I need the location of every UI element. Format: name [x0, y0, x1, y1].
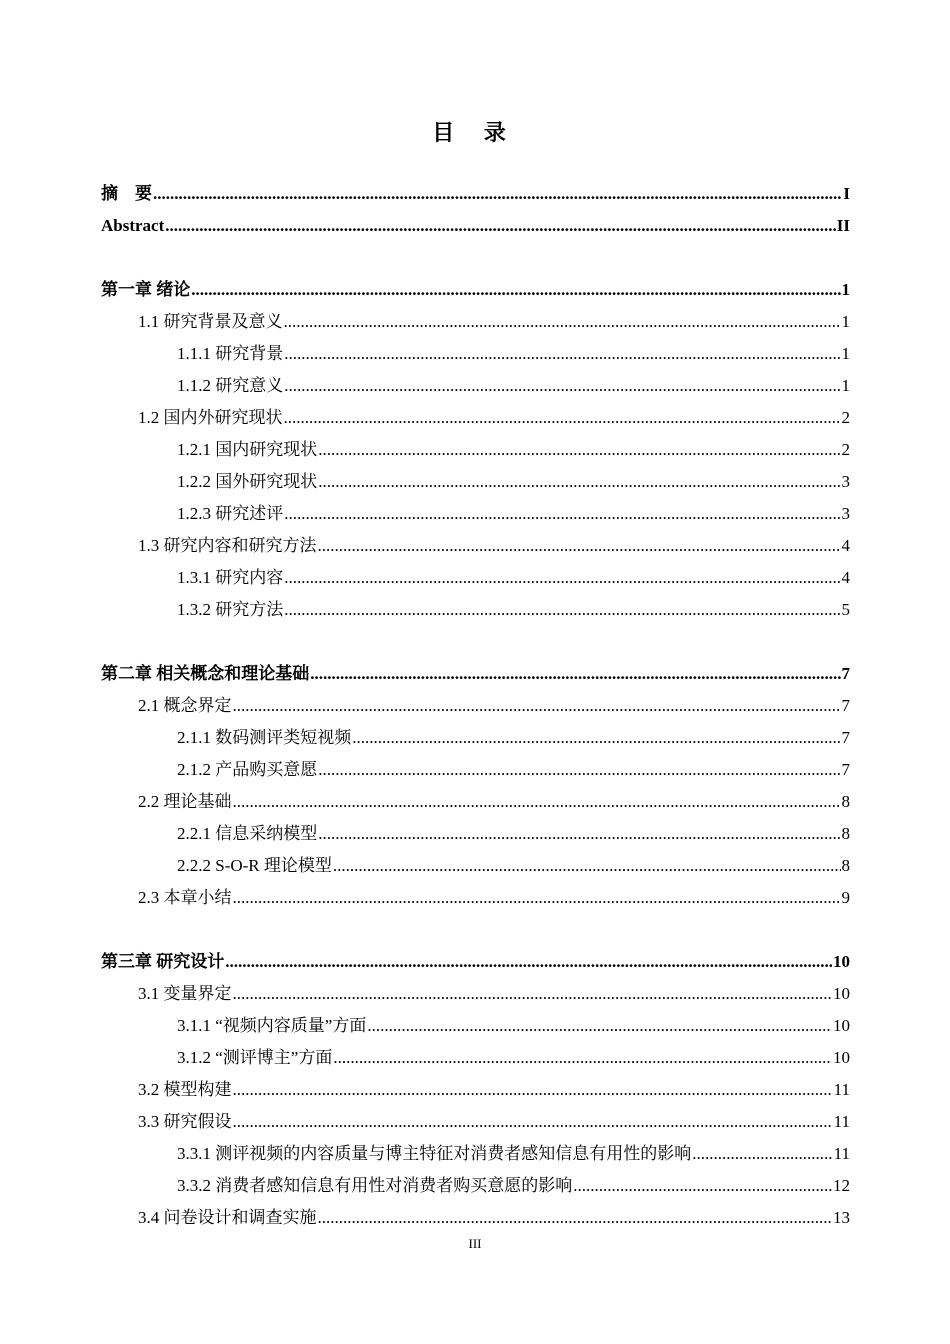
toc-entry-title: 3.3 研究假设	[138, 1112, 232, 1131]
toc-entry[interactable]	[101, 364, 850, 396]
toc-leader-dots	[233, 984, 833, 1004]
toc-entry-page: 10	[833, 1048, 850, 1067]
toc-entry-title: 1.3.1 研究内容	[177, 568, 284, 587]
toc-entry-page: 11	[833, 1112, 850, 1131]
toc-entry-title: 2.2.2 S-O-R 理论模型	[177, 856, 332, 875]
toc-leader-dots	[367, 1016, 832, 1036]
toc-leader-dots	[284, 600, 840, 620]
toc-entry-page: 1	[841, 344, 850, 363]
toc-entry[interactable]	[101, 588, 850, 620]
toc-entry-page: 2	[841, 440, 850, 459]
toc-entry-title: 1.2 国内外研究现状	[138, 408, 283, 427]
toc-entry-title: 摘 要	[101, 184, 152, 203]
toc-entry-page: 11	[833, 1144, 850, 1163]
toc-leader-dots	[284, 408, 841, 428]
toc-leader-dots	[318, 536, 841, 556]
toc-entry-page: 7	[841, 728, 850, 747]
toc-leader-dots	[310, 664, 840, 684]
toc-entry-page: 5	[841, 600, 850, 619]
toc-leader-dots	[318, 760, 840, 780]
toc-leader-dots	[233, 1112, 833, 1132]
toc-entry-title: 3.3.1 测评视频的内容质量与博主特征对消费者感知信息有用性的影响	[177, 1144, 692, 1163]
toc-entry[interactable]	[101, 556, 850, 588]
toc-entry-title: 1.3 研究内容和研究方法	[138, 536, 317, 555]
toc-entry-title: 3.3.2 消费者感知信息有用性对消费者购买意愿的影响	[177, 1176, 573, 1195]
toc-leader-dots	[233, 792, 841, 812]
toc-entry-title: 1.2.3 研究述评	[177, 504, 284, 523]
toc-leader-dots	[225, 952, 832, 972]
toc-entry-page: 13	[833, 1208, 850, 1227]
toc-entry[interactable]	[101, 780, 850, 812]
toc-entry[interactable]	[101, 812, 850, 844]
toc-entry-title: 2.1.1 数码测评类短视频	[177, 728, 352, 747]
toc-entry-title: 第三章 研究设计	[101, 952, 225, 971]
toc-entry-title: 1.1.2 研究意义	[177, 376, 284, 395]
toc-entry-title: 2.1 概念界定	[138, 696, 232, 715]
toc-entry[interactable]	[101, 204, 850, 236]
toc-entry-title: Abstract	[101, 216, 165, 235]
toc-entry-title: 3.1.1 “视频内容质量”方面	[177, 1016, 367, 1035]
toc-entry-page: 1	[841, 376, 850, 395]
toc-entry-page: 10	[833, 1016, 850, 1035]
toc-entry[interactable]	[101, 1132, 850, 1164]
toc-entry-page: 8	[841, 824, 850, 843]
toc-entry[interactable]	[101, 876, 850, 908]
toc-leader-dots	[233, 888, 841, 908]
toc-entry-title: 3.1 变量界定	[138, 984, 232, 1003]
toc-entry-page: 1	[841, 312, 850, 331]
toc-entry[interactable]	[101, 716, 850, 748]
toc-leader-dots	[233, 1080, 833, 1100]
toc-entry[interactable]	[101, 332, 850, 364]
toc-entry[interactable]	[101, 460, 850, 492]
toc-entry-page: I	[843, 184, 850, 203]
toc-entry-page: 3	[841, 472, 850, 491]
toc-entry-title: 3.1.2 “测评博主”方面	[177, 1048, 333, 1067]
toc-entry[interactable]	[101, 748, 850, 780]
toc-entry-page: 4	[841, 536, 850, 555]
toc-leader-dots	[318, 472, 840, 492]
toc-entry-page: 1	[841, 280, 850, 299]
toc-entry-title: 3.2 模型构建	[138, 1080, 232, 1099]
toc-entry-title: 1.1 研究背景及意义	[138, 312, 283, 331]
toc-entry-title: 2.2.1 信息采纳模型	[177, 824, 318, 843]
toc-leader-dots	[153, 184, 842, 204]
toc-entry[interactable]	[101, 428, 850, 460]
section-spacer	[101, 620, 850, 652]
toc-entry-page: 8	[841, 856, 850, 875]
toc-entry-title: 3.4 问卷设计和调查实施	[138, 1208, 317, 1227]
toc-entry[interactable]	[101, 1004, 850, 1036]
page-title: 目 录	[432, 120, 518, 145]
toc-entry[interactable]	[101, 524, 850, 556]
toc-entry-page: 8	[841, 792, 850, 811]
toc-entry[interactable]	[101, 396, 850, 428]
toc-entry-title: 2.2 理论基础	[138, 792, 232, 811]
toc-leader-dots	[284, 344, 840, 364]
toc-entry[interactable]	[101, 492, 850, 524]
toc-entry-page: 3	[841, 504, 850, 523]
toc-entry[interactable]	[101, 1196, 850, 1228]
toc-leader-dots	[284, 312, 841, 332]
toc-leader-dots	[191, 280, 840, 300]
toc-leader-dots	[233, 696, 841, 716]
section-spacer	[101, 908, 850, 940]
toc-entry[interactable]	[101, 172, 850, 204]
toc-leader-dots	[284, 568, 840, 588]
toc-entry-page: 4	[841, 568, 850, 587]
toc-entry[interactable]	[101, 300, 850, 332]
toc-entry[interactable]	[101, 1036, 850, 1068]
toc-entry-title: 2.1.2 产品购买意愿	[177, 760, 318, 779]
page-number: III	[468, 1236, 482, 1251]
toc-entry-page: 12	[833, 1176, 850, 1195]
toc-entry-page: 10	[833, 952, 850, 971]
toc-entry-page: 11	[833, 1080, 850, 1099]
toc-entry-title: 2.3 本章小结	[138, 888, 232, 907]
toc-leader-dots	[333, 856, 841, 876]
toc-leader-dots	[318, 440, 840, 460]
toc-entry-page: 9	[841, 888, 850, 907]
toc-leader-dots	[352, 728, 840, 748]
toc-leader-dots	[284, 376, 840, 396]
toc-leader-dots	[165, 216, 836, 236]
toc-entry[interactable]	[101, 844, 850, 876]
toc-leader-dots	[318, 1208, 833, 1228]
toc-entry[interactable]	[101, 940, 850, 972]
toc-entry-page: 7	[841, 696, 850, 715]
toc-leader-dots	[284, 504, 840, 524]
section-spacer	[101, 236, 850, 268]
toc-entry-page: 10	[833, 984, 850, 1003]
toc-entry[interactable]	[101, 652, 850, 684]
toc-entry[interactable]	[101, 684, 850, 716]
toc-entry[interactable]	[101, 1100, 850, 1132]
toc-entry-title: 1.2.1 国内研究现状	[177, 440, 318, 459]
toc-entry-page: 7	[841, 760, 850, 779]
toc-entry-title: 第一章 绪论	[101, 280, 191, 299]
toc-entry-page: 7	[841, 664, 850, 683]
toc-entry-title: 1.3.2 研究方法	[177, 600, 284, 619]
toc-leader-dots	[318, 824, 840, 844]
toc-leader-dots	[692, 1144, 832, 1164]
toc-leader-dots	[333, 1048, 832, 1068]
toc-entry[interactable]	[101, 268, 850, 300]
toc-entry[interactable]	[101, 1068, 850, 1100]
toc-entry-title: 1.1.1 研究背景	[177, 344, 284, 363]
table-of-contents	[101, 172, 850, 1228]
toc-entry[interactable]	[101, 972, 850, 1004]
toc-entry[interactable]	[101, 1164, 850, 1196]
toc-leader-dots	[573, 1176, 832, 1196]
toc-entry-title: 1.2.2 国外研究现状	[177, 472, 318, 491]
toc-entry-title: 第二章 相关概念和理论基础	[101, 664, 310, 683]
toc-entry-page: 2	[841, 408, 850, 427]
toc-entry-page: II	[836, 216, 850, 235]
